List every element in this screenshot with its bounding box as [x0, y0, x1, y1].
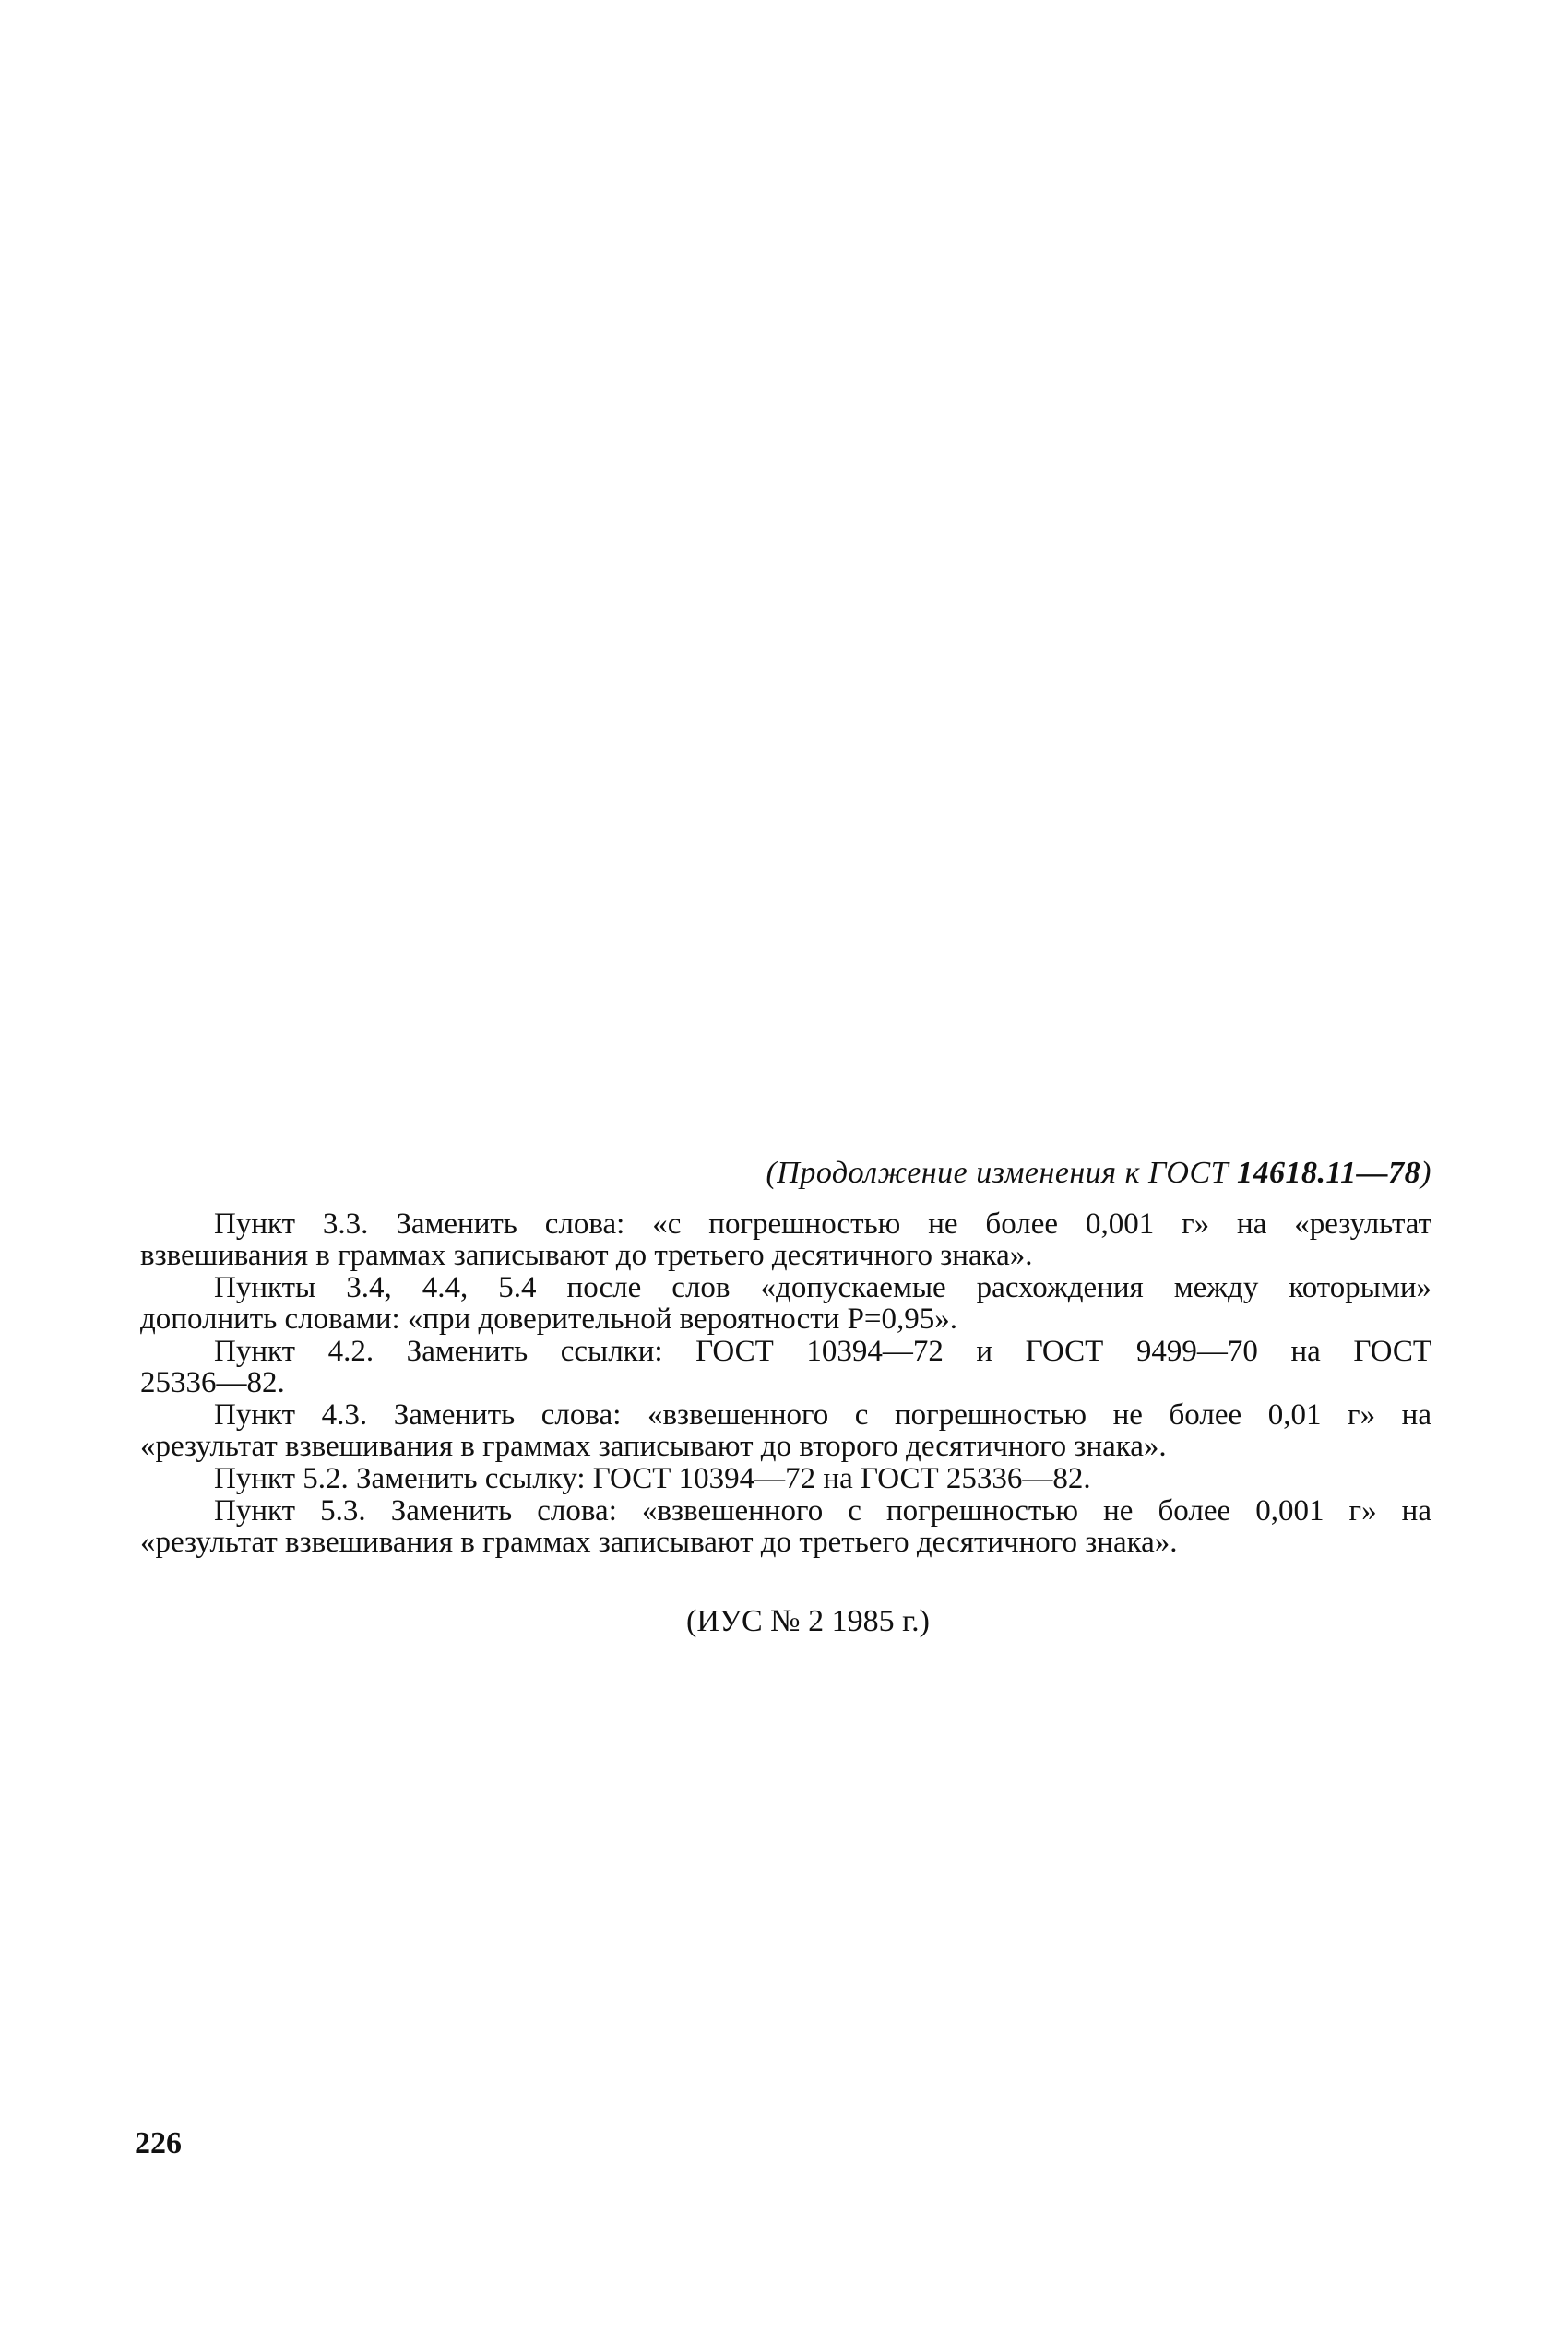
- paragraph-line: Пункты 3.4, 4.4, 5.4 после слов «допускаемые расхождения между которыми»: [214, 1271, 1431, 1304]
- paragraph-item-3-3: [140, 1207, 1431, 1272]
- paragraph-item-4-3: [140, 1398, 1431, 1463]
- continuation-prefix: (Продолжение изменения к ГОСТ: [766, 1156, 1238, 1190]
- paragraph-line: дополнить словами: «при доверительной вероятности P=0,95».: [140, 1302, 958, 1336]
- paragraph-line: Пункт 4.2. Заменить ссылки: ГОСТ 10394—72 и ГОСТ 9499—70 на ГОСТ: [214, 1335, 1431, 1368]
- paragraph-item-5-3: [140, 1494, 1431, 1559]
- continuation-gost-number: 14618.11—78: [1237, 1156, 1421, 1190]
- paragraph-line: «результат взвешивания в граммах записывают до второго десятичного знака».: [140, 1430, 1167, 1463]
- paragraph-line: Пункт 3.3. Заменить слова: «с погрешностью не более 0,001 г» на «результат: [214, 1207, 1431, 1241]
- paragraph-line: Пункт 4.3. Заменить слова: «взвешенного с погрешностью не более 0,01 г» на: [214, 1398, 1431, 1432]
- paragraph-line: Пункт 5.3. Заменить слова: «взвешенного с погрешностью не более 0,001 г» на: [214, 1494, 1431, 1528]
- paragraph-line: взвешивания в граммах записывают до третьего десятичного знака».: [140, 1239, 1033, 1272]
- source-citation: (ИУС № 2 1985 г.): [686, 1604, 930, 1638]
- paragraph-item-4-2: [140, 1335, 1431, 1399]
- continuation-header: [184, 1155, 1431, 1192]
- paragraph-items-3-4-4-4-5-4: [140, 1271, 1431, 1336]
- paragraph-line: 25336—82.: [140, 1366, 285, 1399]
- continuation-suffix: ): [1420, 1156, 1431, 1190]
- page-number: 226: [135, 2126, 182, 2160]
- amendment-text: [140, 1207, 1431, 1559]
- paragraph-line: Пункт 5.2. Заменить ссылку: ГОСТ 10394—72 на ГОСТ 25336—82.: [214, 1462, 1091, 1495]
- paragraph-item-5-2: [214, 1463, 1431, 1494]
- paragraph-line: «результат взвешивания в граммах записывают до третьего десятичного знака».: [140, 1526, 1178, 1559]
